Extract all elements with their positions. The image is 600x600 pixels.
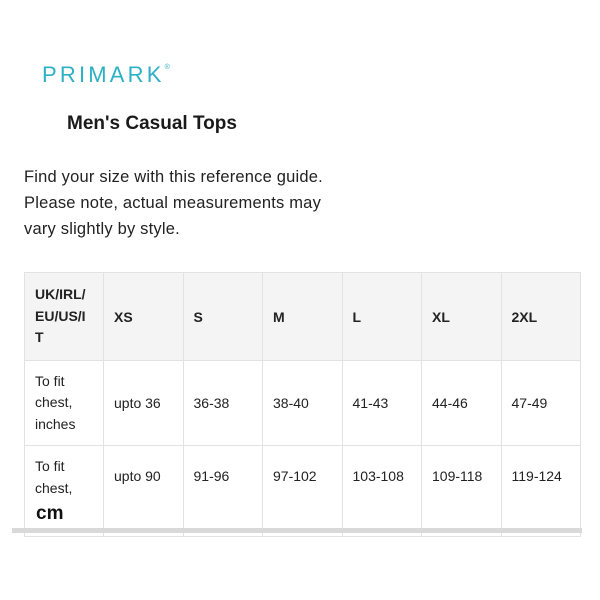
size-header-l: L xyxy=(342,273,422,361)
intro-line: vary slightly by style. xyxy=(24,220,180,238)
header-label-line: EU/US/I xyxy=(35,307,86,324)
cell-value: 91-96 xyxy=(193,468,230,484)
table-cell xyxy=(263,446,343,537)
intro-line: Find your size with this reference guide. xyxy=(24,168,323,186)
size-header-xl: XL xyxy=(422,273,502,361)
cell-value: 109-118 xyxy=(432,468,483,484)
cell-value: 103-108 xyxy=(352,468,404,484)
row-label-line: chest, xyxy=(35,479,73,496)
size-header-m: M xyxy=(263,273,343,361)
table-cell xyxy=(422,446,502,537)
intro-line: Please note, actual measurements may xyxy=(24,194,322,212)
cell-value: 119-124 xyxy=(511,468,562,484)
table-header-row xyxy=(25,273,581,361)
trademark-symbol: ® xyxy=(164,64,170,71)
unit-label-cm: cm xyxy=(36,503,66,525)
cropped-edge-divider xyxy=(12,528,582,533)
table-cell xyxy=(342,446,422,537)
table-cell xyxy=(501,446,581,537)
region-header-cell xyxy=(25,273,104,361)
row-label-line: To fit xyxy=(35,458,65,474)
table-cell: 47-49 xyxy=(501,361,581,446)
row-label-line: chest, xyxy=(35,394,73,411)
row-label-line: inches xyxy=(35,415,76,432)
table-cell xyxy=(104,446,184,537)
cell-value: 97-102 xyxy=(273,468,317,484)
brand-name: PRIMARK xyxy=(42,62,165,87)
table-cell: 44-46 xyxy=(422,361,502,446)
table-cell: 38-40 xyxy=(263,361,343,446)
brand-logo xyxy=(42,62,170,88)
intro-text xyxy=(24,164,364,242)
size-table-container xyxy=(24,272,581,537)
row-label-line: To fit xyxy=(35,372,65,389)
size-header-s: S xyxy=(183,273,263,361)
table-cell: upto 36 xyxy=(104,361,184,446)
row-label-cell xyxy=(25,361,104,446)
table-row xyxy=(25,446,581,537)
header-label-line: T xyxy=(35,329,44,346)
table-cell: 36-38 xyxy=(183,361,263,446)
table-cell xyxy=(183,446,263,537)
size-header-xs: XS xyxy=(104,273,184,361)
size-header-2xl: 2XL xyxy=(501,273,581,361)
table-cell: 41-43 xyxy=(342,361,422,446)
cell-value: upto 90 xyxy=(114,468,161,484)
table-row xyxy=(25,361,581,446)
page-title: Men's Casual Tops xyxy=(67,113,237,134)
size-table xyxy=(24,272,581,537)
header-label-line: UK/IRL/ xyxy=(35,286,86,303)
